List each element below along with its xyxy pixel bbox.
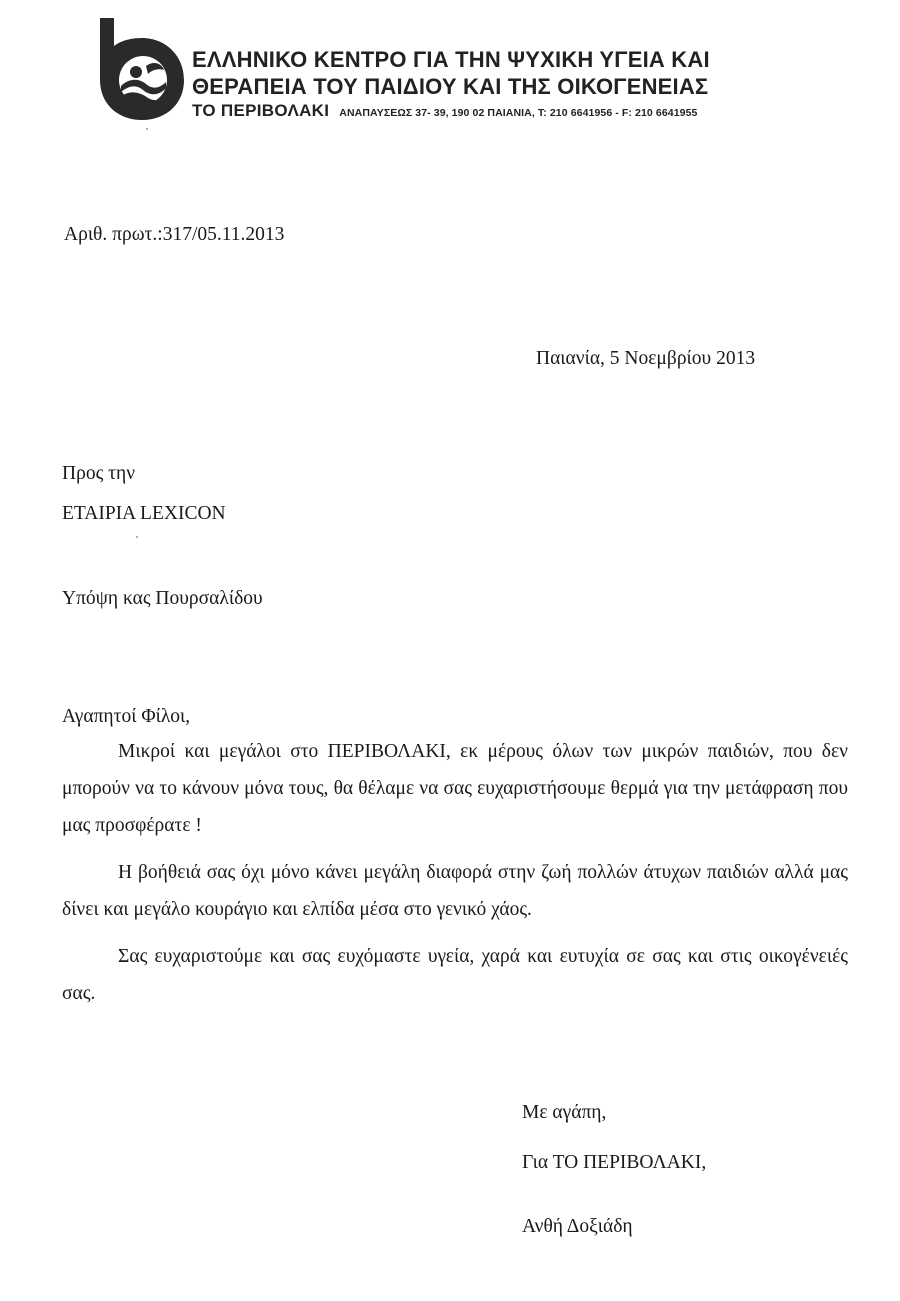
letterhead xyxy=(96,14,876,134)
valediction: Με αγάπη, xyxy=(522,1102,607,1123)
closing-block xyxy=(522,1088,706,1252)
on-behalf-line: Για ΤΟ ΠΕΡΙΒΟΛΑΚΙ, xyxy=(522,1152,707,1173)
body-paragraph-1: Μικροί και μεγάλοι στο ΠΕΡΙΒΟΛΑΚΙ, εκ μέρους όλων των μικρών παιδιών, που δεν μπορούν να το κάνουν μόνα τους, θα θέλαμε να σας ευχαριστήσουμε θερμά για την μετάφραση που μας προσφέρατε ! xyxy=(62,741,848,836)
letter-date: Παιανία, 5 Νοεμβρίου 2013 xyxy=(536,348,756,369)
recipient-company: ΕΤΑΙΡΙΑ LEXICON xyxy=(62,503,226,524)
letterhead-text xyxy=(192,46,710,121)
signatory-name: Ανθή Δοξιάδη xyxy=(522,1216,633,1237)
letterhead-line-1: ΕΛΛΗΝΙΚΟ ΚΕΝΤΡΟ ΓΙΑ ΤΗΝ ΨΥΧΙΚΗ ΥΓΕΙΑ ΚΑΙ xyxy=(192,47,710,72)
letterhead-short-name: ΤΟ ΠΕΡΙΒΟΛΑΚΙ xyxy=(192,101,330,120)
recipient-block xyxy=(62,454,226,534)
salutation: Αγαπητοί Φίλοι, xyxy=(62,706,191,727)
attention-line: Υπόψη κας Πουρσαλίδου xyxy=(62,588,263,609)
scan-speck xyxy=(136,536,138,538)
scan-speck xyxy=(146,128,148,130)
recipient-prefix: Προς την xyxy=(62,463,136,484)
letter-body xyxy=(62,733,848,1022)
letterhead-line-2: ΘΕΡΑΠΕΙΑ ΤΟΥ ΠΑΙΔΙΟΥ ΚΑΙ ΤΗΣ ΟΙΚΟΓΕΝΕΙΑΣ xyxy=(192,74,709,99)
organization-logo-icon xyxy=(96,14,188,124)
letterhead-contact-line xyxy=(192,101,710,121)
protocol-reference: Αριθ. πρωτ.:317/05.11.2013 xyxy=(64,224,285,245)
letterhead-address: ΑΝΑΠΑΥΣΕΩΣ 37- 39, 190 02 ΠΑΙΑΝΙΑ, Τ: 210 6641956 - F: 210 6641955 xyxy=(339,107,698,119)
body-paragraph-2: Η βοήθειά σας όχι μόνο κάνει μεγάλη διαφορά στην ζωή πολλών άτυχων παιδιών αλλά μας δίνει και μεγάλο κουράγιο και ελπίδα μέσα στο γενικό χάος. xyxy=(62,862,848,920)
body-paragraph-3: Σας ευχαριστούμε και σας ευχόμαστε υγεία, χαρά και ευτυχία σε σας και στις οικογένειές σας. xyxy=(62,946,848,1004)
